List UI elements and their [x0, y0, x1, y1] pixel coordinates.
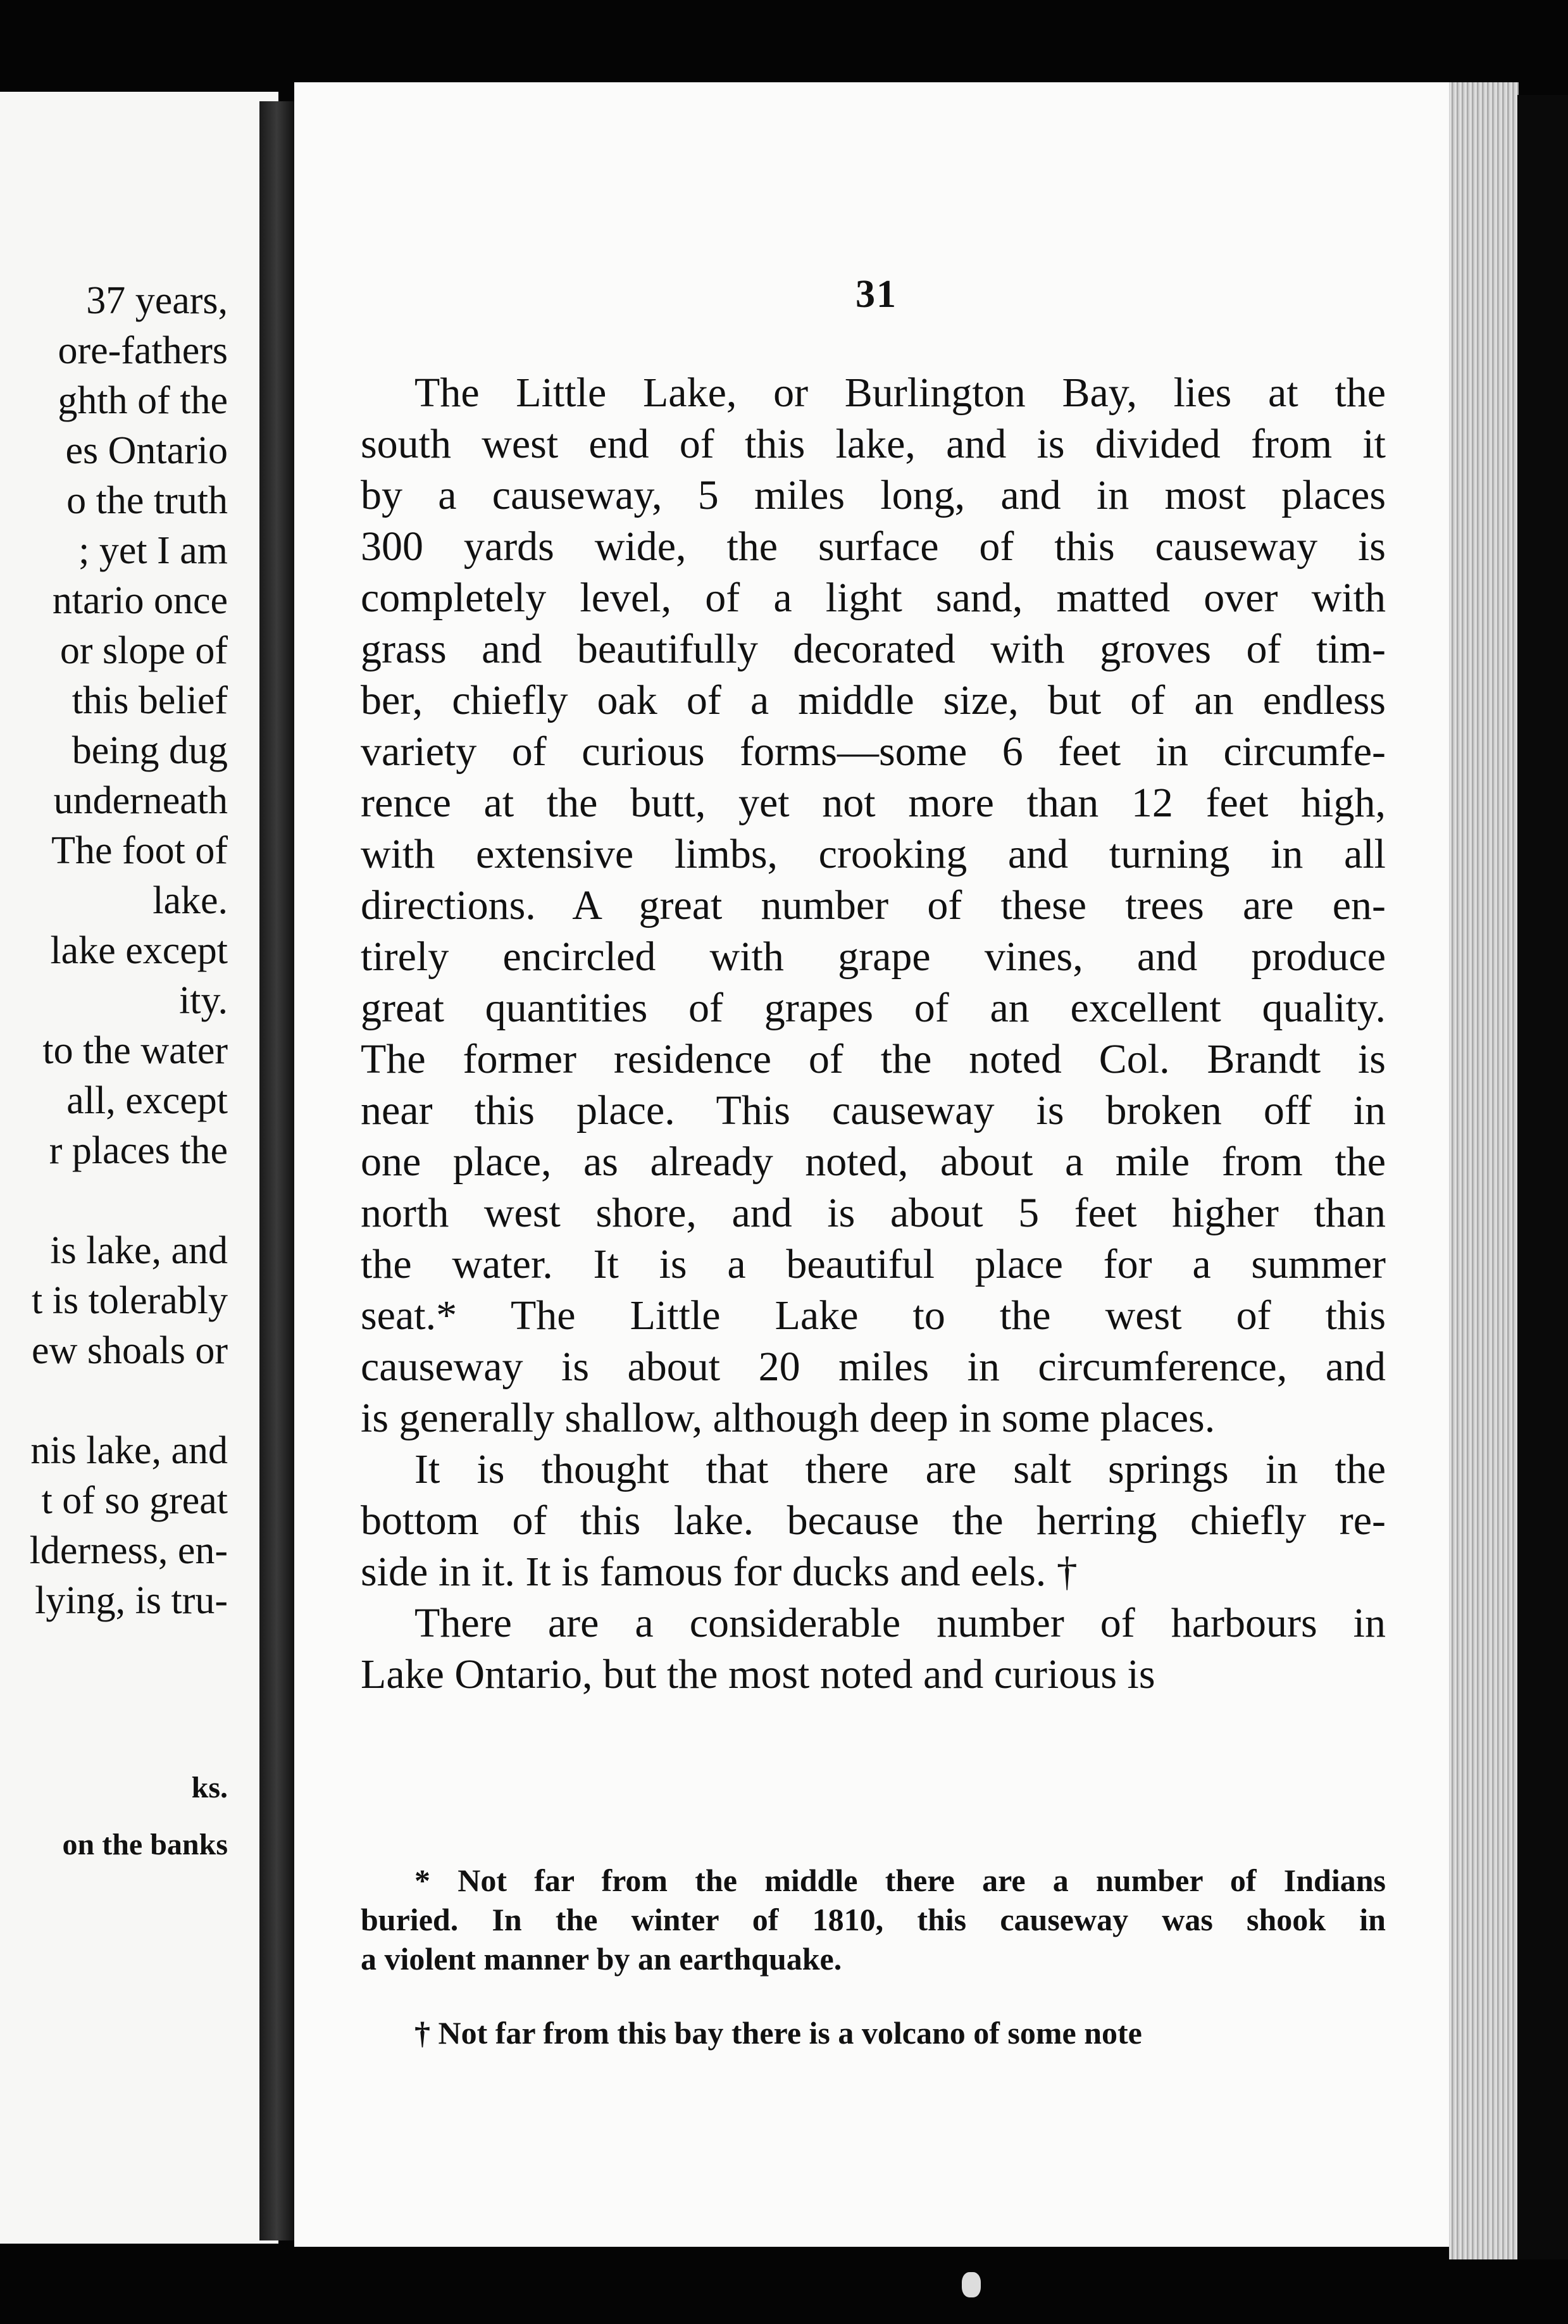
left-page-line: underneath [53, 779, 228, 822]
left-page-line: nis lake, and [30, 1429, 228, 1472]
left-page-line: ; yet I am [78, 529, 228, 572]
text-line: 300 yards wide, the surface of this causeway is [361, 523, 1386, 570]
edge-shadow [1517, 95, 1568, 2259]
text-line: The Little Lake, or Burlington Bay, lies at the [414, 370, 1386, 416]
left-page-line: to the water [42, 1029, 228, 1072]
footnote-gap [361, 1978, 1386, 2013]
text-line: tirely encircled with grape vines, and produce [361, 934, 1386, 980]
text-line: bottom of this lake. because the herring chiefly re- [361, 1497, 1386, 1544]
text-line: is generally shallow, although deep in some places. [361, 1395, 1216, 1441]
left-page-line: on the banks [62, 1828, 228, 1861]
text-line: by a causeway, 5 miles long, and in most places [361, 472, 1386, 518]
page-edges [1449, 82, 1519, 2259]
text-line: It is thought that there are salt springs in the [414, 1446, 1386, 1492]
text-line: directions. A great number of these trees are en- [361, 882, 1386, 928]
text-line: Lake Ontario, but the most noted and curious is [361, 1651, 1155, 1697]
left-page-line: o the truth [66, 479, 228, 522]
text-line: rence at the butt, yet not more than 12 feet high, [361, 780, 1386, 826]
left-page-line: lderness, en- [29, 1529, 228, 1572]
left-page-line: ity. [179, 979, 228, 1022]
book-gutter [259, 101, 294, 2240]
scan-mark [962, 2272, 981, 2297]
left-page-line: is lake, and [50, 1229, 228, 1272]
text-line: completely level, of a light sand, matted over with [361, 575, 1386, 621]
text-line: side in it. It is famous for ducks and eels. † [361, 1549, 1078, 1595]
text-line: ber, chiefly oak of a middle size, but of an endless [361, 677, 1386, 723]
text-line: the water. It is a beautiful place for a summer [361, 1241, 1386, 1287]
text-line: There are a considerable number of harbours in [414, 1600, 1386, 1646]
text-line: south west end of this lake, and is divided from it [361, 421, 1386, 467]
left-page-line: t of so great [41, 1479, 228, 1522]
left-page-line: The foot of [51, 829, 228, 872]
text-line: variety of curious forms—some 6 feet in circumfe- [361, 728, 1386, 775]
body-text [361, 367, 1386, 1700]
text-line: The former residence of the noted Col. Brandt is [361, 1036, 1386, 1082]
left-page-line: lake. [152, 879, 228, 922]
left-page-line: being dug [72, 729, 228, 772]
left-page-line: r places the [49, 1129, 228, 1172]
left-page-line: ghth of the [58, 379, 228, 422]
left-page-line: lying, is tru- [35, 1579, 228, 1622]
text-line: one place, as already noted, about a mile from the [361, 1139, 1386, 1185]
footnote-line: a violent manner by an earthquake. [361, 1941, 842, 1977]
left-page-line: ew shoals or [32, 1329, 228, 1372]
footnote-line: buried. In the winter of 1810, this causeway was shook in [361, 1902, 1386, 1937]
left-page [0, 92, 278, 2244]
text-line: with extensive limbs, crooking and turning in all [361, 831, 1386, 877]
footnotes [361, 1861, 1386, 2052]
left-page-line: ore-fathers [58, 329, 228, 372]
left-page-line: t is tolerably [32, 1279, 228, 1322]
left-page-line: ks. [191, 1771, 228, 1804]
footnote-line: * Not far from the middle there are a number of Indians [414, 1863, 1386, 1898]
left-page-line: or slope of [59, 629, 228, 672]
page-number: 31 [856, 273, 897, 316]
right-page [294, 82, 1459, 2247]
left-page-line: this belief [72, 679, 228, 722]
text-line: near this place. This causeway is broken off in [361, 1087, 1386, 1134]
footnote-line: † Not far from this bay there is a volcano of some note [414, 2015, 1142, 2051]
left-page-line: 37 years, [86, 279, 228, 322]
text-line: causeway is about 20 miles in circumference, and [361, 1344, 1386, 1390]
left-page-line: all, except [66, 1079, 228, 1122]
text-line: great quantities of grapes of an excellent quality. [361, 985, 1386, 1031]
text-line: grass and beautifully decorated with groves of tim- [361, 626, 1386, 672]
left-page-line: ntario once [52, 579, 228, 622]
left-page-line: es Ontario [65, 429, 228, 472]
left-page-line: lake except [50, 929, 228, 972]
text-line: north west shore, and is about 5 feet higher than [361, 1190, 1386, 1236]
text-line: seat.* The Little Lake to the west of this [361, 1292, 1386, 1339]
